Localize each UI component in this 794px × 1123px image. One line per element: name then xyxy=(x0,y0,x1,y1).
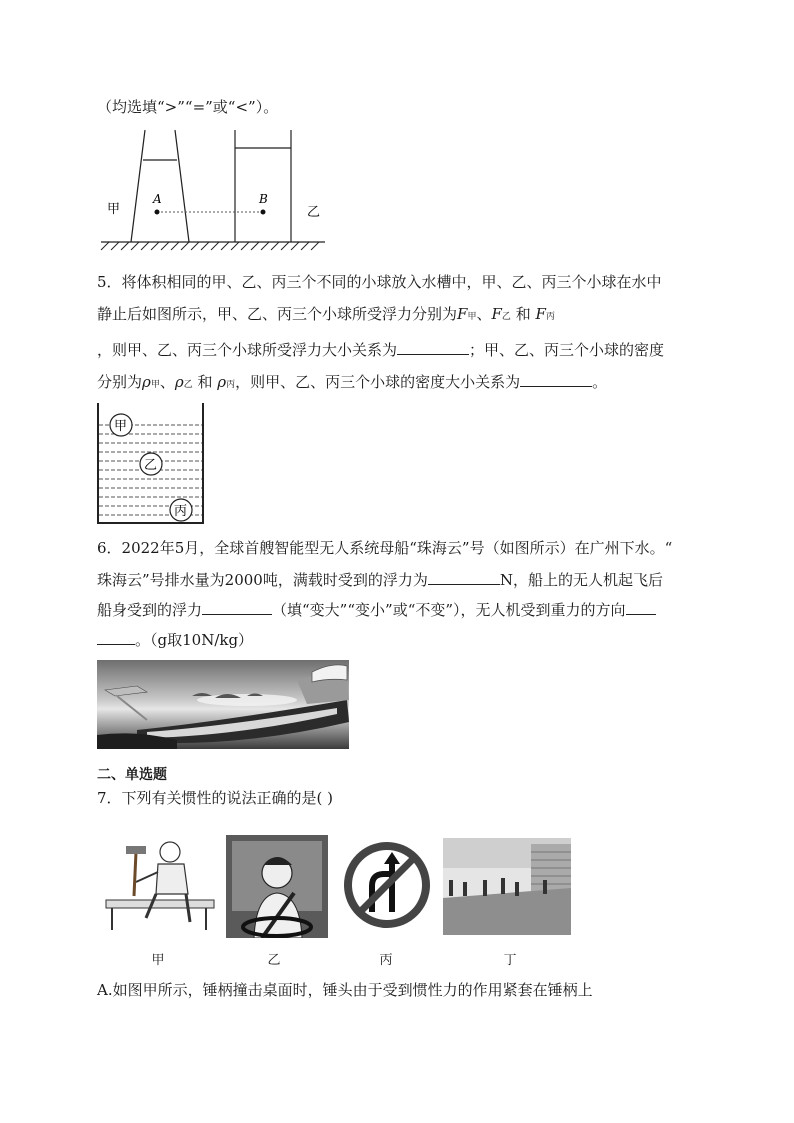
point-a xyxy=(155,210,160,215)
label-a: A xyxy=(153,192,162,206)
caption-yi: 乙 xyxy=(267,953,281,968)
q6-line1: 6．2022年5月，全球首艘智能型无人系统母船“珠海云”号（如图所示）在广州下水。“ xyxy=(97,539,673,557)
container-yi xyxy=(235,130,291,242)
label-b: B xyxy=(259,192,268,206)
svg-text:丙: 丙 xyxy=(174,504,188,519)
q5-line1: 5．将体积相同的甲、乙、丙三个不同的小球放入水槽中，甲、乙、丙三个小球在水中 xyxy=(97,273,662,291)
figure-ding-running xyxy=(443,838,571,935)
q5-line3: ，则甲、乙、丙三个小球所受浮力大小关系为 ；甲、乙、丙三个小球的密度 xyxy=(97,338,664,360)
caption-bing: 丙 xyxy=(379,953,393,968)
ship-photo xyxy=(97,660,349,749)
answer-blank-buoyancy-change[interactable] xyxy=(202,598,272,615)
answer-blank-density[interactable] xyxy=(520,370,592,387)
q7-option-a[interactable]: A.如图甲所示，锤柄撞击桌面时，锤头由于受到惯性力的作用紧套在锤柄上 xyxy=(97,981,593,999)
svg-text:乙: 乙 xyxy=(144,458,158,473)
label-jia: 甲 xyxy=(107,202,121,217)
caption-jia: 甲 xyxy=(151,953,165,968)
figure-jia-hammer xyxy=(100,832,218,934)
label-yi: 乙 xyxy=(307,205,321,220)
figure-bing-sign xyxy=(342,840,432,930)
q4-instruction: （均选填“>”“=”或“<”）。 xyxy=(97,98,279,116)
section-heading: 二、单选题 xyxy=(97,767,167,783)
q6-line4: 。（g取10N/kg） xyxy=(97,628,253,650)
point-b xyxy=(261,210,266,215)
q4-container-figure xyxy=(97,128,327,253)
answer-blank-gravity-direction[interactable] xyxy=(626,598,656,615)
q7-stem: 7．下列有关惯性的说法正确的是( ) xyxy=(97,789,334,807)
figure-yi-seatbelt xyxy=(226,835,328,938)
svg-text:甲: 甲 xyxy=(114,419,128,434)
q5-water-tank-figure xyxy=(96,403,206,525)
answer-blank-buoyancy[interactable] xyxy=(397,338,469,355)
q5-line2: 静止后如图所示，甲、乙、丙三个小球所受浮力分别为F甲、F乙 和 F丙 xyxy=(97,305,555,323)
container-jia xyxy=(131,130,189,242)
ground-hatching xyxy=(101,242,319,250)
q6-line3: 船身受到的浮力 （填“变大”“变小”或“不变”），无人机受到重力的方向 xyxy=(97,598,656,620)
answer-blank-buoyancy-full[interactable] xyxy=(428,568,500,585)
q5-line4: 分别为ρ甲、ρ乙 和 ρ丙，则甲、乙、丙三个小球的密度大小关系为 。 xyxy=(97,370,607,395)
answer-blank-gravity-direction-cont[interactable] xyxy=(97,628,135,645)
caption-ding: 丁 xyxy=(503,953,517,968)
q6-line2: 珠海云”号排水量为2000吨，满载时受到的浮力为 N，船上的无人机起飞后 xyxy=(97,568,663,590)
